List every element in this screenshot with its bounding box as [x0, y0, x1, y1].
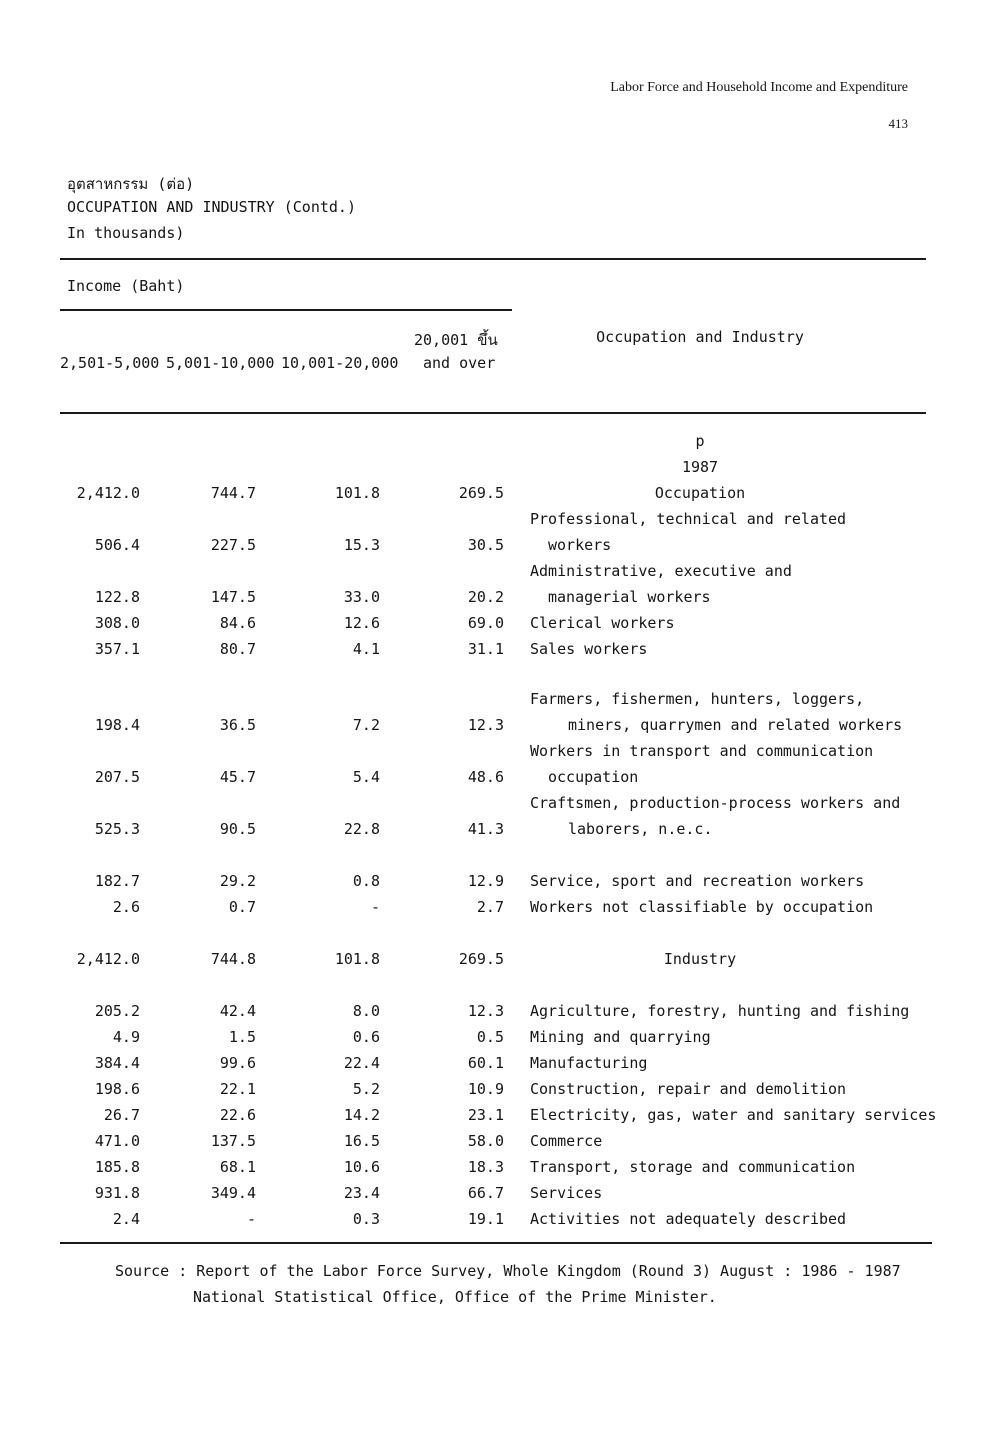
cell-value: 101.8: [334, 950, 380, 968]
cell-value: 525.3: [94, 820, 140, 838]
table-bottom-rule: [60, 1242, 932, 1244]
row-label: Services: [530, 1184, 603, 1202]
cell-value: 22.6: [219, 1106, 256, 1124]
row-label: laborers, n.e.c.: [568, 820, 713, 838]
cell-value: 269.5: [458, 484, 504, 502]
cell-value: 15.3: [343, 536, 380, 554]
row-label: Construction, repair and demolition: [530, 1080, 847, 1098]
table-row: [0, 614, 990, 640]
cell-value: 84.6: [219, 614, 256, 632]
table-row: [0, 1028, 990, 1054]
income-group-header: Income (Baht): [67, 277, 185, 295]
cell-value: -: [246, 1210, 256, 1228]
cell-value: 45.7: [219, 768, 256, 786]
cell-value: 26.7: [103, 1106, 140, 1124]
cell-value: 349.4: [210, 1184, 256, 1202]
col-header-20001-thai: 20,001 ขึ้น: [414, 331, 498, 349]
cell-value: 4.9: [112, 1028, 140, 1046]
cell-value: 357.1: [94, 640, 140, 658]
page-number: 413: [888, 116, 908, 131]
cell-value: 12.3: [467, 716, 504, 734]
cell-value: 30.5: [467, 536, 504, 554]
cell-value: 99.6: [219, 1054, 256, 1072]
income-group-rule: [60, 309, 512, 311]
cell-value: 744.8: [210, 950, 256, 968]
title-unit: In thousands): [67, 224, 185, 242]
table-row: [0, 484, 990, 510]
cell-value: 0.8: [352, 872, 380, 890]
row-label: Workers not classifiable by occupation: [530, 898, 874, 916]
table-top-rule: [60, 258, 926, 260]
cell-value: 80.7: [219, 640, 256, 658]
cell-value: 147.5: [210, 588, 256, 606]
table-row: [0, 640, 990, 666]
cell-value: 12.3: [467, 1002, 504, 1020]
cell-value: 122.8: [94, 588, 140, 606]
row-label: Activities not adequately described: [530, 1210, 847, 1228]
source-note-line2: National Statistical Office, Office of the Prime Minister.: [193, 1288, 717, 1306]
cell-value: 48.6: [467, 768, 504, 786]
row-label-line1: Professional, technical and related: [530, 510, 847, 528]
cell-value: 22.4: [343, 1054, 380, 1072]
row-label: Transport, storage and communication: [530, 1158, 856, 1176]
cell-value: 506.4: [94, 536, 140, 554]
cell-value: 18.3: [467, 1158, 504, 1176]
row-label: Manufacturing: [530, 1054, 648, 1072]
source-note: Source : Report of the Labor Force Survey, Whole Kingdom (Round 3) August : 1986 - 1987: [115, 1262, 901, 1280]
cell-value: 22.8: [343, 820, 380, 838]
cell-value: 23.1: [467, 1106, 504, 1124]
cell-value: 2.6: [112, 898, 140, 916]
cell-value: 36.5: [219, 716, 256, 734]
cell-value: 227.5: [210, 536, 256, 554]
row-label: Clerical workers: [530, 614, 675, 632]
cell-value: 5.4: [352, 768, 380, 786]
preliminary-marker: p: [695, 432, 705, 450]
col-header-and-over: and over: [423, 354, 496, 372]
col-header-2501-5000: 2,501-5,000: [60, 354, 160, 372]
row-label: managerial workers: [548, 588, 711, 606]
cell-value: 8.0: [352, 1002, 380, 1020]
table-row: [0, 1132, 990, 1158]
table-row: [0, 1184, 990, 1210]
col-header-10001-20000: 10,001-20,000: [281, 354, 399, 372]
cell-value: 31.1: [467, 640, 504, 658]
table-row: [0, 872, 990, 898]
cell-value: 33.0: [343, 588, 380, 606]
row-label-line1: Workers in transport and communication: [530, 742, 874, 760]
cell-value: 2,412.0: [76, 950, 140, 968]
row-label: Sales workers: [530, 640, 648, 658]
cell-value: 58.0: [467, 1132, 504, 1150]
table-row: [0, 820, 990, 846]
cell-value: 207.5: [94, 768, 140, 786]
table-row: [0, 1080, 990, 1106]
table-row: [0, 536, 990, 562]
cell-value: 42.4: [219, 1002, 256, 1020]
cell-value: 2.4: [112, 1210, 140, 1228]
cell-value: 744.7: [210, 484, 256, 502]
cell-value: 66.7: [467, 1184, 504, 1202]
cell-value: 101.8: [334, 484, 380, 502]
stub-header: Occupation and Industry: [596, 328, 804, 346]
cell-value: 7.2: [352, 716, 380, 734]
header-bottom-rule: [60, 412, 926, 414]
cell-value: 10.9: [467, 1080, 504, 1098]
cell-value: 90.5: [219, 820, 256, 838]
table-row: [0, 1106, 990, 1132]
row-label-line1: Craftsmen, production-process workers and: [530, 794, 901, 812]
row-label: occupation: [548, 768, 639, 786]
table-row: [0, 898, 990, 924]
row-label: Mining and quarrying: [530, 1028, 711, 1046]
cell-value: 69.0: [467, 614, 504, 632]
cell-value: 10.6: [343, 1158, 380, 1176]
section-label-occupation: Occupation: [654, 484, 746, 502]
cell-value: 137.5: [210, 1132, 256, 1150]
cell-value: 0.5: [476, 1028, 504, 1046]
cell-value: 205.2: [94, 1002, 140, 1020]
row-label-line1: Administrative, executive and: [530, 562, 792, 580]
cell-value: 182.7: [94, 872, 140, 890]
cell-value: 5.2: [352, 1080, 380, 1098]
row-label: workers: [548, 536, 612, 554]
row-label: Service, sport and recreation workers: [530, 872, 865, 890]
running-head: Labor Force and Household Income and Expenditure: [610, 80, 908, 95]
cell-value: 2.7: [476, 898, 504, 916]
cell-value: 22.1: [219, 1080, 256, 1098]
cell-value: 0.3: [352, 1210, 380, 1228]
cell-value: 384.4: [94, 1054, 140, 1072]
cell-value: 12.6: [343, 614, 380, 632]
cell-value: 269.5: [458, 950, 504, 968]
cell-value: 471.0: [94, 1132, 140, 1150]
table-row: [0, 1210, 990, 1236]
cell-value: 4.1: [352, 640, 380, 658]
table-row: [0, 1002, 990, 1028]
cell-value: 931.8: [94, 1184, 140, 1202]
row-label: Agriculture, forestry, hunting and fishing: [530, 1002, 910, 1020]
title-thai: อุตสาหกรรม (ต่อ): [67, 175, 195, 193]
cell-value: 16.5: [343, 1132, 380, 1150]
table-row: [0, 1158, 990, 1184]
cell-value: 41.3: [467, 820, 504, 838]
cell-value: 68.1: [219, 1158, 256, 1176]
cell-value: 2,412.0: [76, 484, 140, 502]
col-header-5001-10000: 5,001-10,000: [166, 354, 275, 372]
cell-value: 29.2: [219, 872, 256, 890]
row-label: miners, quarrymen and related workers: [568, 716, 903, 734]
cell-value: 20.2: [467, 588, 504, 606]
cell-value: -: [370, 898, 380, 916]
title-english: OCCUPATION AND INDUSTRY (Contd.): [67, 198, 356, 216]
section-label-industry: Industry: [663, 950, 737, 968]
cell-value: 12.9: [467, 872, 504, 890]
table-row: [0, 1054, 990, 1080]
cell-value: 185.8: [94, 1158, 140, 1176]
cell-value: 308.0: [94, 614, 140, 632]
cell-value: 14.2: [343, 1106, 380, 1124]
table-row: [0, 950, 990, 976]
cell-value: 1.5: [228, 1028, 256, 1046]
cell-value: 0.7: [228, 898, 256, 916]
row-label-line1: Farmers, fishermen, hunters, loggers,: [530, 690, 865, 708]
row-label: Electricity, gas, water and sanitary services: [530, 1106, 937, 1124]
row-label: Commerce: [530, 1132, 603, 1150]
year-label: 1987: [681, 458, 719, 476]
cell-value: 23.4: [343, 1184, 380, 1202]
cell-value: 198.4: [94, 716, 140, 734]
cell-value: 0.6: [352, 1028, 380, 1046]
cell-value: 60.1: [467, 1054, 504, 1072]
table-row: [0, 716, 990, 742]
cell-value: 19.1: [467, 1210, 504, 1228]
table-row: [0, 768, 990, 794]
cell-value: 198.6: [94, 1080, 140, 1098]
table-row: [0, 588, 990, 614]
